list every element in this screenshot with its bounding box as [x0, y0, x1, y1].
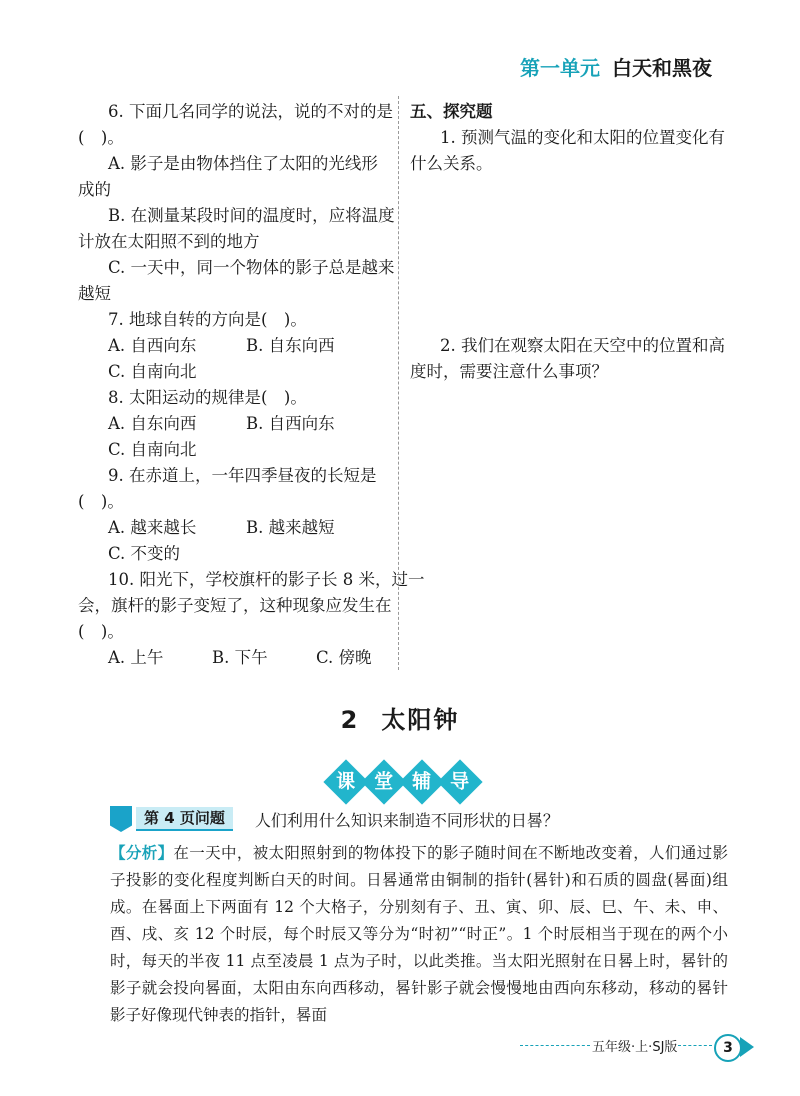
column-divider — [398, 96, 399, 670]
class-guide-badges — [330, 766, 476, 798]
analysis-text: 在一天中，被太阳照射到的物体投下的影子随时间在不断地改变着，人们通过影子投影的变化程度判断白天的时间。日晷通常由铜制的指针(晷针)和石质的圆盘(晷面)组成。在晷面上下两面有 12 个大格子，分别刻有子、丑、寅、卯、辰、巳、午、未、申、酉、戌、亥 12 个时辰，每个时辰又等分为“时初”“时正”。1 个时辰相当于现在的两个小时，每天的半夜 11 点至凌晨 1 点为子时，以此类推。当太阳光照射在日晷上时，晷针的影子就会投向晷面，太阳由东向西移动，晷针影子就会慢慢地由西向东移动，移动的晷针影子好像现代钟表的指针，晷面 — [110, 844, 728, 1024]
explore-q2-line1: 2. 我们在观察太阳在天空中的位置和高 — [440, 336, 725, 355]
badge-2: 堂 — [361, 759, 406, 804]
question-heading — [110, 806, 559, 832]
q6-option-c-2: 越短 — [78, 284, 111, 303]
q6-option-a-2: 成的 — [78, 180, 111, 199]
lesson-number: 2 — [340, 706, 360, 734]
section-heading: 五、探究题 — [410, 102, 493, 121]
analysis-tag: 【分析】 — [110, 844, 174, 862]
q10-option-c: C. 傍晚 — [316, 648, 372, 667]
q9-option-a: A. 越来越长 — [108, 518, 197, 537]
question-label: 第 4 页问题 — [136, 807, 233, 831]
q6-line2: ( )。 — [78, 128, 124, 147]
q10-line3: ( )。 — [78, 622, 124, 641]
q6-line1: 6. 下面几名同学的说法，说的不对的是 — [108, 102, 393, 121]
page-footer — [520, 1034, 770, 1058]
q9-line1: 9. 在赤道上，一年四季昼夜的长短是 — [108, 466, 377, 485]
q9-option-b: B. 越来越短 — [246, 518, 335, 537]
footer-dash-right — [678, 1045, 712, 1046]
page-header — [520, 52, 770, 82]
q8-stem: 8. 太阳运动的规律是( )。 — [108, 388, 307, 407]
explore-q1-line2: 什么关系。 — [410, 154, 493, 173]
unit-label: 第一单元 — [520, 56, 600, 80]
q7-stem: 7. 地球自转的方向是( )。 — [108, 310, 307, 329]
footer-dash-left — [520, 1045, 590, 1046]
q8-option-a: A. 自东向西 — [108, 414, 197, 433]
q6-option-b-2: 计放在太阳照不到的地方 — [78, 232, 260, 251]
q9-option-c: C. 不变的 — [108, 544, 181, 563]
q6-option-c-1: C. 一天中，同一个物体的影子总是越来 — [108, 258, 395, 277]
q7-option-c: C. 自南向北 — [108, 362, 197, 381]
badge-1: 课 — [323, 759, 368, 804]
q10-line2: 会，旗杆的影子变短了，这种现象应发生在 — [78, 596, 392, 615]
unit-title: 白天和黑夜 — [612, 56, 712, 80]
q7-option-b: B. 自东向西 — [246, 336, 335, 355]
q9-line2: ( )。 — [78, 492, 124, 511]
question-text: 人们利用什么知识来制造不同形状的日晷？ — [254, 810, 559, 830]
arrow-right-icon — [740, 1037, 754, 1057]
q10-option-a: A. 上午 — [108, 648, 164, 667]
explore-q1-line1: 1. 预测气温的变化和太阳的位置变化有 — [440, 128, 725, 147]
q8-option-c: C. 自南向北 — [108, 440, 197, 459]
q10-option-b: B. 下午 — [212, 648, 268, 667]
page-number: 3 — [714, 1034, 742, 1062]
analysis-paragraph — [110, 840, 728, 1029]
lesson-name: 太阳钟 — [381, 706, 460, 734]
badge-4: 导 — [437, 759, 482, 804]
badge-3: 辅 — [399, 759, 444, 804]
explore-q2-line2: 度时，需要注意什么事项？ — [410, 362, 608, 381]
q10-line1: 10. 阳光下，学校旗杆的影子长 8 米，过一 — [108, 570, 425, 589]
q6-option-b-1: B. 在测量某段时间的温度时，应将温度 — [108, 206, 395, 225]
q6-option-a-1: A. 影子是由物体挡住了太阳的光线形 — [108, 154, 378, 173]
bookmark-icon — [110, 806, 132, 832]
footer-grade: 五年级·上·SJ版 — [592, 1040, 678, 1055]
q8-option-b: B. 自西向东 — [246, 414, 335, 433]
q7-option-a: A. 自西向东 — [108, 336, 197, 355]
lesson-title — [0, 700, 800, 735]
